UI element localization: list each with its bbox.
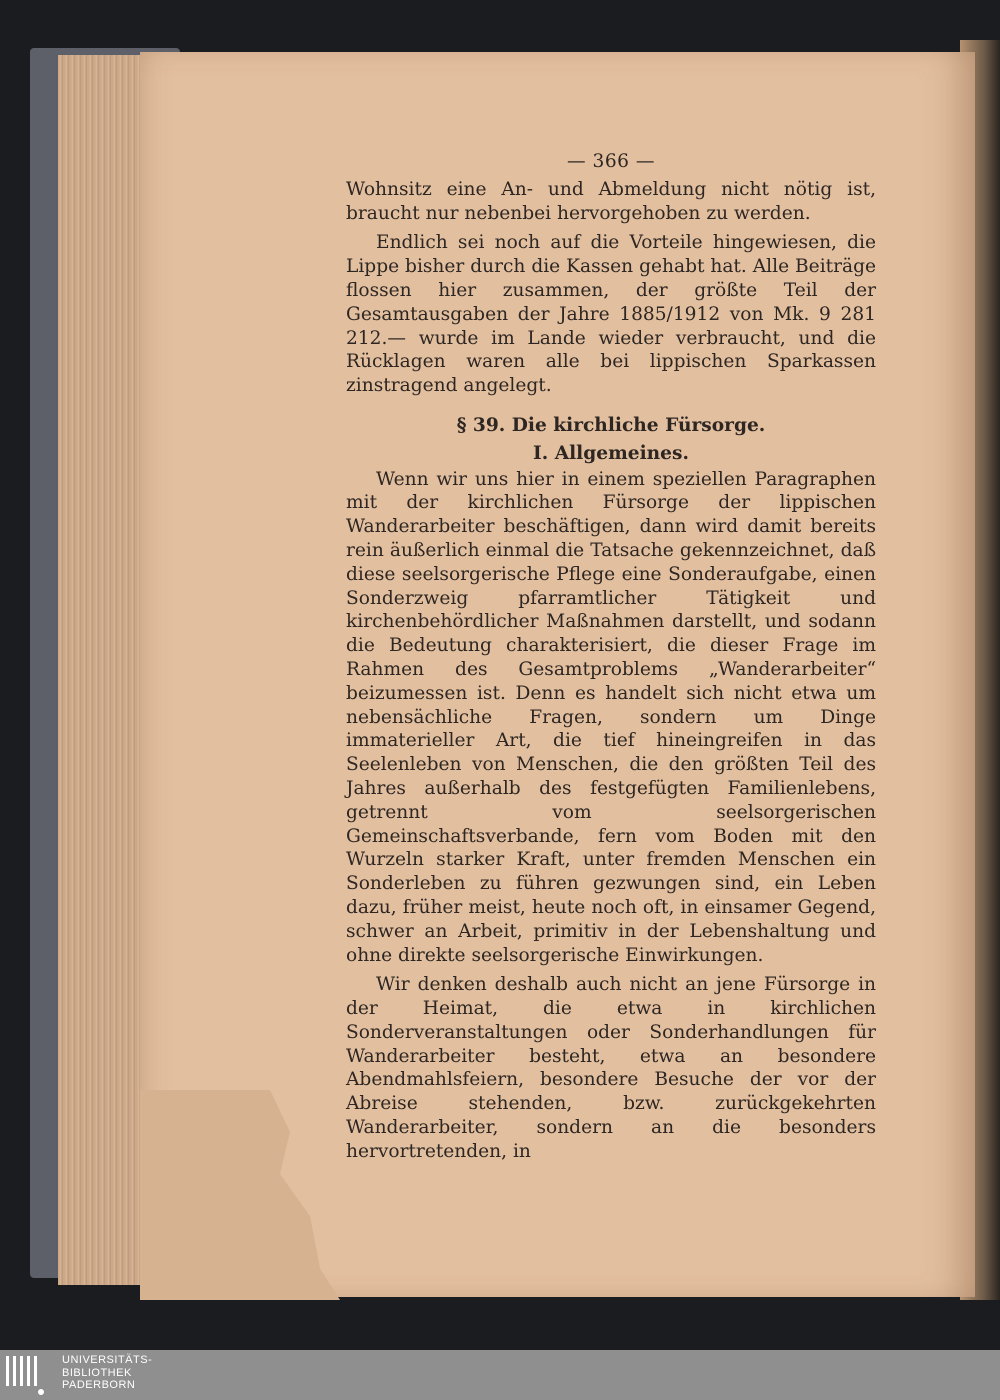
paragraph: Wir denken deshalb auch nicht an jene Fürsorge in der Heimat, die etwa in kirchlichen Sonderveranstaltungen oder Sonderhandlungen für Wanderarbeiter besteht, etwa an besondere Abendmahlsfeiern, besondere Besuche der vor der Abreise stehenden, bzw. zurückgekehrten Wanderarbeiter, sondern an die besonders hervortretenden, in [346, 974, 876, 1162]
paragraph: Wenn wir uns hier in einem speziellen Paragraphen mit der kirchlichen Fürsorge der lippischen Wanderarbeiter beschäftigen, dann wird damit bereits rein äußerlich einmal die Tatsache gekennzeichnet, daß diese seelsorgerische Pflege eine Sonderaufgabe, einen Sonderzweig pfarramtlicher Tätigkeit und kirchenbehördlicher Maßnahmen darstellt, und sodann die Bedeutung charakterisiert, die dieser Frage im Rahmen des Gesamtproblems „Wanderarbeiter“ beizumessen ist. Denn es handelt sich nicht etwa um nebensächliche Fragen, sondern um Dinge immaterieller Art, die tief hineingreifen in das Seelenleben von Menschen, die den größten Teil des Jahres außerhalb des festgefügten Familienlebens, getrennt vom seelsorgerischen Gemeinschaftsverbande, fern vom Boden mit den Wurzeln starker Kraft, unter fremden Menschen ein Sonderleben zu führen gezwungen sind, ein Leben dazu, früher meist, heute noch oft, in einsamer Gegend, schwer an Arbeit, primitiv in der Lebenshaltung und ohne direkte seelsorgerische Einwirkungen. [346, 468, 876, 966]
library-footer [0, 1350, 1000, 1400]
page-text [346, 150, 876, 1170]
paragraph: Wohnsitz eine An- und Abmeldung nicht nötig ist, braucht nur nebenbei hervorgehoben zu werden. [346, 178, 876, 224]
page-number: — 366 — [567, 151, 655, 172]
subsection-heading: I. Allgemeines. [533, 442, 689, 464]
paragraph: Endlich sei noch auf die Vorteile hingewiesen, die Lippe bisher durch die Kassen gehabt hat. Alle Beiträge flossen hier zusammen, der größte Teil der Gesamtausgaben der Jahre 1885/1912 von Mk. 9 281 212.— wurde im Lande wieder verbraucht, und die Rücklagen waren alle bei lippischen Sparkassen zinstragend angelegt. [346, 232, 876, 397]
library-name: UNIVERSITÄTS- BIBLIOTHEK PADERBORN [62, 1354, 153, 1391]
library-logo-icon [4, 1352, 44, 1396]
section-heading: § 39. Die kirchliche Fürsorge. [456, 414, 766, 436]
